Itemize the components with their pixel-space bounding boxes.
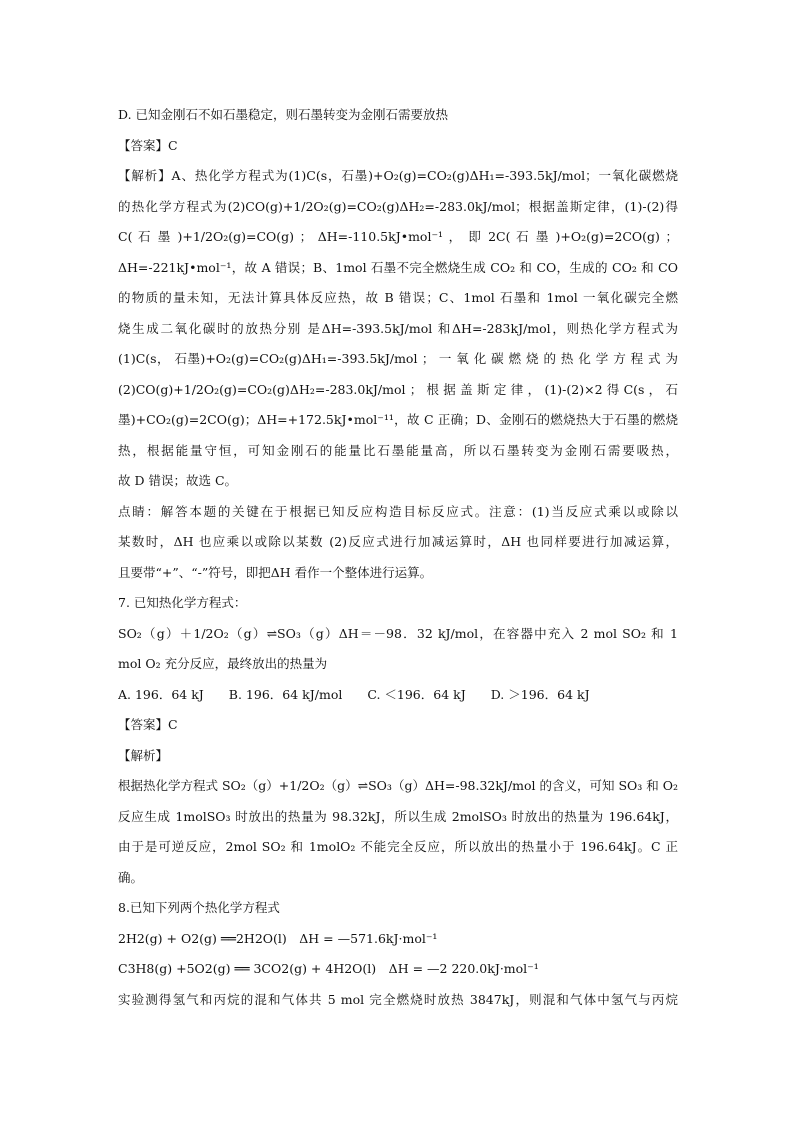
question-7-options: A. 196．64 kJ B. 196．64 kJ/mol C. ＜196．64 kJ D. ＞196．64 kJ: [118, 686, 590, 702]
analysis-line: 根据热化学方程式 SO₂（g）+1/2O₂（g）⇌SO₃（g）ΔH=-98.32kJ/mol 的含义，可知 SO₃ 和 O₂: [118, 778, 678, 793]
question-7-equation: SO₂（g）＋1/2O₂（g）⇌SO₃（g）ΔH＝－98．32 kJ/mol，在容器中充入 2 mol SO₂ 和 1: [118, 625, 678, 641]
analysis-line: 墨)+CO₂(g)=2CO(g)；ΔH=+172.5kJ•mol⁻¹¹，故 C 正确；D、金刚石的燃烧热大于石墨的燃烧: [118, 412, 678, 427]
tip-line: 某数时，ΔH 也应乘以或除以某数 (2)反应式进行加减运算时，ΔH 也同样要进行加减运算，: [118, 534, 678, 549]
analysis-line: 的物质的量未知，无法计算具体反应热，故 B 错误；C、1mol 石墨和 1mol 一氧化碳完全燃: [118, 290, 678, 305]
analysis-line: 故 D 错误；故选 C。: [118, 473, 238, 488]
analysis-line: (2)CO(g)+1/2O₂(g)=CO₂(g)ΔH₂=-283.0kJ/mol ； 根 据 盖 斯 定 律 ， (1)-(2)×2 得 C(s ， 石: [118, 381, 678, 397]
analysis-label: 【解析】: [118, 747, 169, 763]
analysis-line: ΔH=-221kJ•mol⁻¹，故 A 错误；B、1mol 石墨不完全燃烧生成 CO₂ 和 CO，生成的 CO₂ 和 CO: [118, 259, 678, 275]
analysis-line: 热，根据能量守恒，可知金刚石的能量比石墨能量高，所以石墨转变为金刚石需要吸热，: [118, 442, 678, 458]
answer-label: 【答案】C: [118, 717, 178, 732]
question-7-title: 7. 已知热化学方程式：: [118, 595, 247, 610]
tip-line: 且要带“+”、“-”符号，即把ΔH 看作一个整体进行运算。: [118, 564, 433, 580]
analysis-line: 由于是可逆反应，2mol SO₂ 和 1molO₂ 不能完全反应，所以放出的热量小于 196.64kJ。C 正: [118, 839, 678, 854]
analysis-line: 烧生成二氧化碳时的放热分别 是ΔH=-393.5kJ/mol 和ΔH=-283kJ/mol，则热化学方程式为: [118, 320, 678, 336]
question-8-stem: 实验测得氢气和丙烷的混和气体共 5 mol 完全燃烧时放热 3847kJ，则混和气体中氢气与丙烷: [118, 991, 678, 1007]
document-body: [118, 100, 678, 1015]
analysis-line: 反应生成 1molSO₃ 时放出的热量为 98.32kJ，所以生成 2molSO₃ 时放出的热量为 196.64kJ，: [118, 808, 678, 824]
option-d-line: D. 已知金刚石不如石墨稳定，则石墨转变为金刚石需要放热: [118, 107, 449, 122]
question-7-stem: mol O₂ 充分反应，最终放出的热量为: [118, 656, 328, 671]
question-8-title: 8.已知下列两个热化学方程式: [118, 900, 280, 915]
tip-line: 点睛：解答本题的关键在于根据已知反应构造目标反应式。注意：(1)当反应式乘以或除以: [118, 503, 678, 519]
question-8-equation: 2H2(g) + O2(g) ══2H2O(l) ΔH = —571.6kJ·mol⁻¹: [118, 930, 438, 946]
analysis-line: (1)C(s， 石墨)+O₂(g)=CO₂(g)ΔH₁=-393.5kJ/mol ； 一 氧 化 碳 燃 烧 的 热 化 学 方 程 式 为: [118, 351, 678, 366]
analysis-line: 【解析】A、热化学方程式为(1)C(s，石墨)+O₂(g)=CO₂(g)ΔH₁=-393.5kJ/mol；一氧化碳燃烧: [118, 168, 678, 183]
question-8-equation: C3H8(g) +5O2(g) ══ 3CO2(g) + 4H2O(l) ΔH = —2 220.0kJ·mol⁻¹: [118, 961, 539, 976]
analysis-line: 确。: [118, 869, 144, 885]
answer-label: 【答案】C: [118, 137, 178, 153]
analysis-line: 的热化学方程式为(2)CO(g)+1/2O₂(g)=CO₂(g)ΔH₂=-283.0kJ/mol；根据盖斯定律，(1)-(2)得: [118, 198, 678, 214]
analysis-line: C( 石 墨 )+1/2O₂(g)=CO(g) ； ΔH=-110.5kJ•mol⁻¹ ， 即 2C( 石 墨 )+O₂(g)=2CO(g) ；: [118, 229, 678, 244]
